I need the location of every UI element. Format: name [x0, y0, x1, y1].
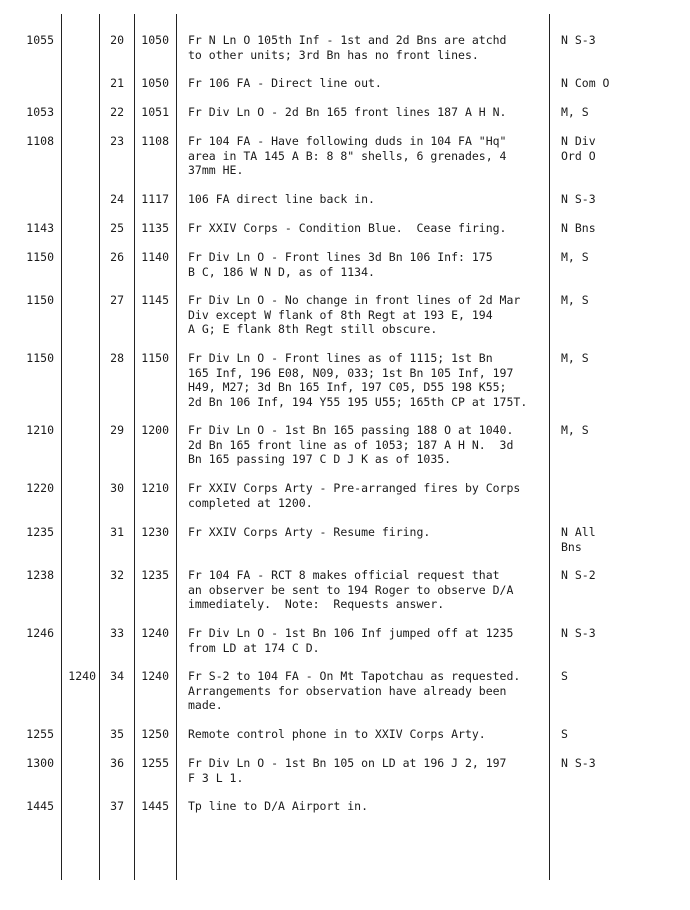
- time-of-message: 1445: [141, 799, 169, 813]
- message-text: [188, 250, 543, 279]
- message-text-line: Fr Div Ln O - 1st Bn 105 on LD at 196 J 2, 197: [188, 756, 507, 770]
- message-text: [188, 293, 543, 337]
- message-number: 20: [110, 33, 124, 47]
- time-received: 1235: [26, 525, 54, 539]
- message-text: [188, 525, 543, 540]
- message-text-line: 165 Inf, 196 E08, N09, 033; 1st Bn 105 Inf, 197: [188, 365, 514, 380]
- time-of-message: 1210: [141, 481, 169, 495]
- action-to-line: M, S: [561, 250, 589, 264]
- message-text: [188, 626, 543, 655]
- action-to-line: N Com O: [561, 76, 610, 90]
- time-of-message: 1140: [141, 250, 169, 264]
- action-to: [561, 221, 651, 236]
- message-text-line: Arrangements for observation have already been: [188, 683, 507, 698]
- message-text: [188, 568, 543, 612]
- time-received: 1300: [26, 756, 54, 770]
- message-text-line: to other units; 3rd Bn has no front lines.: [188, 47, 479, 62]
- action-to: [561, 669, 651, 684]
- time-of-message: 1145: [141, 293, 169, 307]
- message-number: 32: [110, 568, 124, 582]
- message-text-line: Fr XXIV Corps - Condition Blue. Cease firing.: [188, 221, 507, 235]
- time-received: 1143: [26, 221, 54, 235]
- message-number: 28: [110, 351, 124, 365]
- action-to: [561, 756, 651, 771]
- time-received: 1255: [26, 727, 54, 741]
- action-to-line: S: [561, 669, 568, 683]
- action-to: [561, 626, 651, 641]
- column-divider-4: [176, 14, 177, 880]
- action-to-line: N Bns: [561, 221, 596, 235]
- message-number: 35: [110, 727, 124, 741]
- message-text-line: Fr 104 FA - Have following duds in 104 FA "Hq": [188, 134, 507, 148]
- action-to-line: N S-3: [561, 33, 596, 47]
- message-text-line: A G; E flank 8th Regt still obscure.: [188, 322, 438, 336]
- message-number: 21: [110, 76, 124, 90]
- message-text: [188, 134, 543, 178]
- time-of-message: 1250: [141, 727, 169, 741]
- message-number: 22: [110, 105, 124, 119]
- message-number: 31: [110, 525, 124, 539]
- message-text-line: Fr Div Ln O - Front lines 3d Bn 106 Inf: 175: [188, 250, 493, 264]
- message-number: 30: [110, 481, 124, 495]
- time-of-message: 1117: [141, 192, 169, 206]
- message-text-line: F 3 L 1.: [188, 770, 244, 785]
- message-text-line: Fr XXIV Corps Arty - Pre-arranged fires by Corps: [188, 481, 521, 495]
- time-of-message: 1255: [141, 756, 169, 770]
- message-number: 25: [110, 221, 124, 235]
- action-to: [561, 568, 651, 583]
- message-number: 34: [110, 669, 124, 683]
- action-to: [561, 423, 651, 438]
- action-to-line: M, S: [561, 105, 589, 119]
- time-of-message: 1150: [141, 351, 169, 365]
- message-text: [188, 33, 543, 62]
- column-divider-1: [61, 14, 62, 880]
- message-number: 24: [110, 192, 124, 206]
- message-text-line: completed at 1200.: [188, 495, 313, 510]
- message-text-line: immediately. Note: Requests answer.: [188, 597, 445, 611]
- time-received: 1246: [26, 626, 54, 640]
- message-number: 36: [110, 756, 124, 770]
- message-text-line: Fr Div Ln O - No change in front lines of 2d Mar: [188, 293, 521, 307]
- message-text-line: Fr Div Ln O - 1st Bn 165 passing 188 O at 1040.: [188, 423, 514, 437]
- message-text-line: Fr Div Ln O - 1st Bn 106 Inf jumped off at 1235: [188, 626, 514, 640]
- action-to: [561, 727, 651, 742]
- message-text-line: Fr XXIV Corps Arty - Resume firing.: [188, 525, 431, 539]
- message-text-line: Fr N Ln O 105th Inf - 1st and 2d Bns are atchd: [188, 33, 507, 47]
- column-divider-5: [549, 14, 550, 880]
- action-to-line: S: [561, 727, 568, 741]
- message-text-line: area in TA 145 A B: 8 8" shells, 6 grenades, 4: [188, 148, 507, 163]
- message-text-line: Div except W flank of 8th Regt at 193 E, 194: [188, 307, 493, 322]
- time-of-message: 1230: [141, 525, 169, 539]
- action-to: [561, 293, 651, 308]
- message-number: 33: [110, 626, 124, 640]
- message-text-line: Remote control phone in to XXIV Corps Arty.: [188, 727, 486, 741]
- time-received: 1150: [26, 250, 54, 264]
- message-text: [188, 481, 543, 510]
- message-text-line: Fr Div Ln O - 2d Bn 165 front lines 187 A H N.: [188, 105, 507, 119]
- time-received: 1053: [26, 105, 54, 119]
- message-text-line: B C, 186 W N D, as of 1134.: [188, 264, 375, 279]
- time-received: 1220: [26, 481, 54, 495]
- message-text-line: H49, M27; 3d Bn 165 Inf, 197 C05, D55 198 K55;: [188, 380, 507, 394]
- action-to: [561, 76, 651, 91]
- time-sent-alt: 1240: [68, 669, 96, 683]
- message-text: [188, 76, 543, 91]
- column-divider-2: [99, 14, 100, 880]
- time-of-message: 1240: [141, 669, 169, 683]
- time-received: 1055: [26, 33, 54, 47]
- action-to-line: M, S: [561, 351, 589, 365]
- action-to: [561, 33, 651, 48]
- time-of-message: 1050: [141, 76, 169, 90]
- message-number: 37: [110, 799, 124, 813]
- action-to-line: M, S: [561, 293, 589, 307]
- time-received: 1238: [26, 568, 54, 582]
- message-text-line: 2d Bn 106 Inf, 194 Y55 195 U55; 165th CP at 175T.: [188, 394, 528, 409]
- message-number: 29: [110, 423, 124, 437]
- message-text-line: Fr Div Ln O - Front lines as of 1115; 1st Bn: [188, 351, 493, 365]
- message-text-line: from LD at 174 C D.: [188, 640, 320, 655]
- time-of-message: 1051: [141, 105, 169, 119]
- action-to-line: M, S: [561, 423, 589, 437]
- message-text-line: Fr S-2 to 104 FA - On Mt Tapotchau as requested.: [188, 669, 521, 683]
- message-text: [188, 799, 543, 814]
- message-text-line: 2d Bn 165 front line as of 1053; 187 A H N. 3d: [188, 437, 514, 452]
- message-text-line: Bn 165 passing 197 C D J K as of 1035.: [188, 452, 452, 466]
- action-to-line: Ord O: [561, 148, 596, 163]
- action-to: [561, 134, 651, 163]
- message-text-line: an observer be sent to 194 Roger to observe D/A: [188, 582, 514, 597]
- action-to-line: N All: [561, 525, 596, 539]
- action-to-line: Bns: [561, 539, 582, 554]
- time-of-message: 1135: [141, 221, 169, 235]
- action-to-line: N S-3: [561, 626, 596, 640]
- message-text: [188, 423, 543, 467]
- message-text: [188, 727, 543, 742]
- message-text: [188, 192, 543, 207]
- message-text-line: 37mm HE.: [188, 163, 244, 177]
- action-to-line: N Div: [561, 134, 596, 148]
- action-to: [561, 192, 651, 207]
- action-to: [561, 105, 651, 120]
- message-number: 23: [110, 134, 124, 148]
- message-text: [188, 105, 543, 120]
- message-number: 26: [110, 250, 124, 264]
- time-of-message: 1108: [141, 134, 169, 148]
- time-of-message: 1235: [141, 568, 169, 582]
- time-received: 1445: [26, 799, 54, 813]
- message-text-line: Fr 106 FA - Direct line out.: [188, 76, 382, 90]
- message-text-line: made.: [188, 698, 223, 712]
- time-received: 1108: [26, 134, 54, 148]
- time-received: 1210: [26, 423, 54, 437]
- message-text: [188, 756, 543, 785]
- action-to: [561, 525, 651, 554]
- time-of-message: 1200: [141, 423, 169, 437]
- message-text: [188, 351, 543, 409]
- action-to-line: N S-3: [561, 756, 596, 770]
- time-received: 1150: [26, 351, 54, 365]
- message-text: [188, 669, 543, 713]
- action-to-line: N S-2: [561, 568, 596, 582]
- action-to-line: N S-3: [561, 192, 596, 206]
- time-of-message: 1240: [141, 626, 169, 640]
- message-text: [188, 221, 543, 236]
- message-text-line: Fr 104 FA - RCT 8 makes official request that: [188, 568, 500, 582]
- message-text-line: Tp line to D/A Airport in.: [188, 799, 369, 813]
- action-to: [561, 250, 651, 265]
- message-number: 27: [110, 293, 124, 307]
- action-to: [561, 351, 651, 366]
- time-of-message: 1050: [141, 33, 169, 47]
- time-received: 1150: [26, 293, 54, 307]
- message-text-line: 106 FA direct line back in.: [188, 192, 375, 206]
